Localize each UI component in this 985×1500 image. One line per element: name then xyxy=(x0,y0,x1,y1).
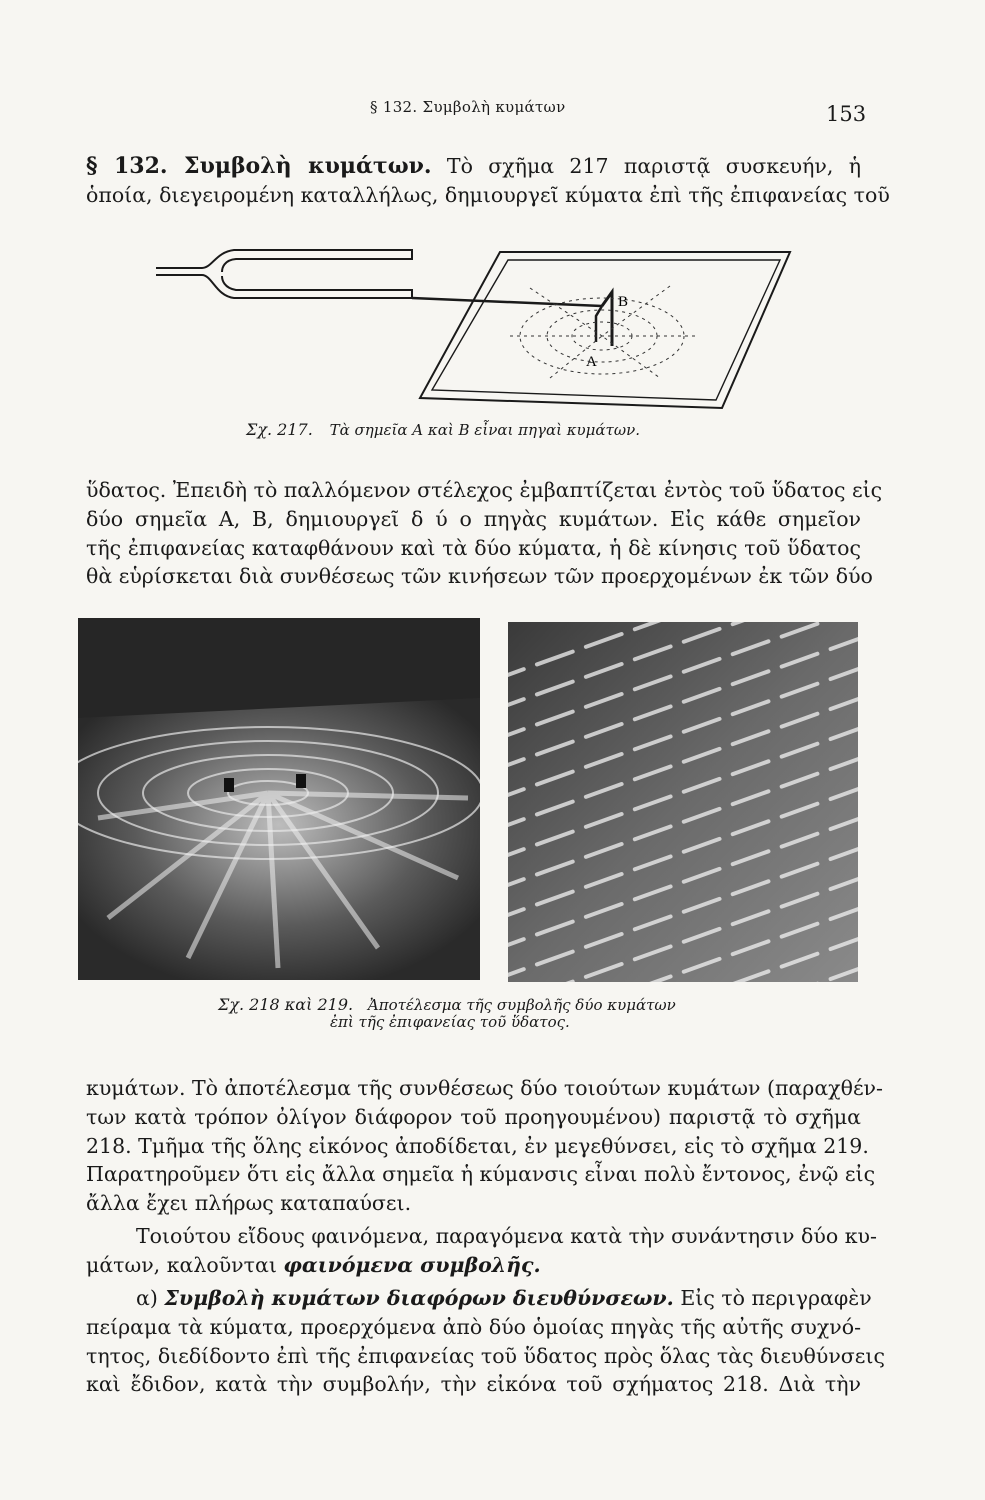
p4-line-1: Τοιούτου εἴδους φαινόμενα, παραγόμενα κατὰ τὴν συνάντησιν δύο κυ- xyxy=(136,1224,877,1248)
section-heading: § 132. Συμβολὴ κυμάτων. xyxy=(86,153,432,179)
tuning-fork-apparatus-figure xyxy=(150,238,810,420)
figure-217-number: Σχ. 217. xyxy=(246,420,313,439)
p3-line-2: των κατὰ τρόπον ὀλίγον διάφορον τοῦ προηγουμένου) παριστᾷ τὸ σχῆμα xyxy=(86,1104,861,1129)
p5-line-1: α) Συμβολὴ κυμάτων διαφόρων διευθύνσεων. Εἰς τὸ περιγραφὲν xyxy=(136,1286,872,1310)
intro-line-1: § 132. Συμβολὴ κυμάτων. Τὸ σχῆμα 217 παριστᾷ συσκευήν, ἡ xyxy=(86,153,861,179)
label-b: B xyxy=(618,294,629,310)
intro-line-2: ὁποία, διεγειρομένη καταλλήλως, δημιουργεῖ κύματα ἐπὶ τῆς ἐπιφανείας τοῦ xyxy=(86,182,890,207)
p2-line-1: ὕδατος. Ἐπειδὴ τὸ παλλόμενον στέλεχος ἐμβαπτίζεται ἐντὸς τοῦ ὕδατος εἰς xyxy=(86,478,883,502)
p5-line-2: πείραμα τὰ κύματα, προερχόμενα ἀπὸ δύο ὁμοίας πηγὰς τῆς αὐτῆς συχνό- xyxy=(86,1314,861,1339)
running-head: § 132. Συμβολὴ κυμάτων xyxy=(370,98,566,116)
term-interference-phenomena: φαινόμενα συμβολῆς. xyxy=(283,1252,541,1277)
figure-217-text: Τὰ σημεῖα A καὶ B εἶναι πηγαὶ κυμάτων. xyxy=(329,421,640,439)
subsection-heading: Συμβολὴ κυμάτων διαφόρων διευθύνσεων. xyxy=(164,1286,674,1310)
page-number: 153 xyxy=(826,102,867,126)
figure-218-text-1: Ἀποτέλεσμα τῆς συμβολῆς δύο κυμάτων xyxy=(367,996,676,1014)
p2-line-4: θὰ εὑρίσκεται διὰ συνθέσεως τῶν κινήσεων τῶν προερχομένων ἐκ τῶν δύο xyxy=(86,564,873,589)
p2-line-3: τῆς ἐπιφανείας καταφθάνουν καὶ τὰ δύο κύματα, ἡ δὲ κίνησις τοῦ ὕδατος xyxy=(86,535,861,560)
p2-line-2: δύο σημεῖα A, B, δημιουργεῖ δ ύ ο πηγὰς κυμάτων. Εἰς κάθε σημεῖον xyxy=(86,506,861,531)
page-header xyxy=(0,98,985,128)
figure-218-caption-line-2: ἐπὶ τῆς ἐπιφανείας τοῦ ὕδατος. xyxy=(330,1013,570,1031)
label-a: A xyxy=(586,354,597,370)
p3-line-1: κυμάτων. Τὸ ἀποτέλεσμα τῆς συνθέσεως δύο τοιούτων κυμάτων (παραχθέν- xyxy=(86,1076,883,1100)
p5-line-3: τητος, διεδίδοντο ἐπὶ τῆς ἐπιφανείας τοῦ ὕδατος πρὸς ὅλας τὰς διευθύνσεις xyxy=(86,1343,885,1368)
figure-218-number: Σχ. 218 καὶ 219. xyxy=(218,995,354,1014)
figure-217-caption xyxy=(246,420,640,439)
p3-line-4: Παρατηροῦμεν ὅτι εἰς ἄλλα σημεῖα ἡ κύμανσις εἶναι πολὺ ἔντονος, ἐνῷ εἰς xyxy=(86,1162,876,1187)
paragraph-3 xyxy=(86,1074,883,1218)
paragraph-5 xyxy=(86,1284,885,1399)
paragraph-4 xyxy=(86,1222,877,1280)
interference-photo-219 xyxy=(508,622,858,982)
figure-218-caption xyxy=(218,995,676,1014)
p4-line-2: μάτων, καλοῦνται φαινόμενα συμβολῆς. xyxy=(86,1252,541,1277)
interference-photo-218 xyxy=(78,618,480,980)
p5-line-4: καὶ ἔδιδον, κατὰ τὴν συμβολήν, τὴν εἰκόνα τοῦ σχήματος 218. Διὰ τὴν xyxy=(86,1372,861,1397)
paragraph-2 xyxy=(86,476,883,591)
intro-paragraph xyxy=(86,152,890,210)
p3-line-5: ἄλλα ἔχει πλήρως καταπαύσει. xyxy=(86,1191,412,1216)
p3-line-3: 218. Τμῆμα τῆς ὅλης εἰκόνος ἀποδίδεται, ἐν μεγεθύνσει, εἰς τὸ σχῆμα 219. xyxy=(86,1133,869,1158)
